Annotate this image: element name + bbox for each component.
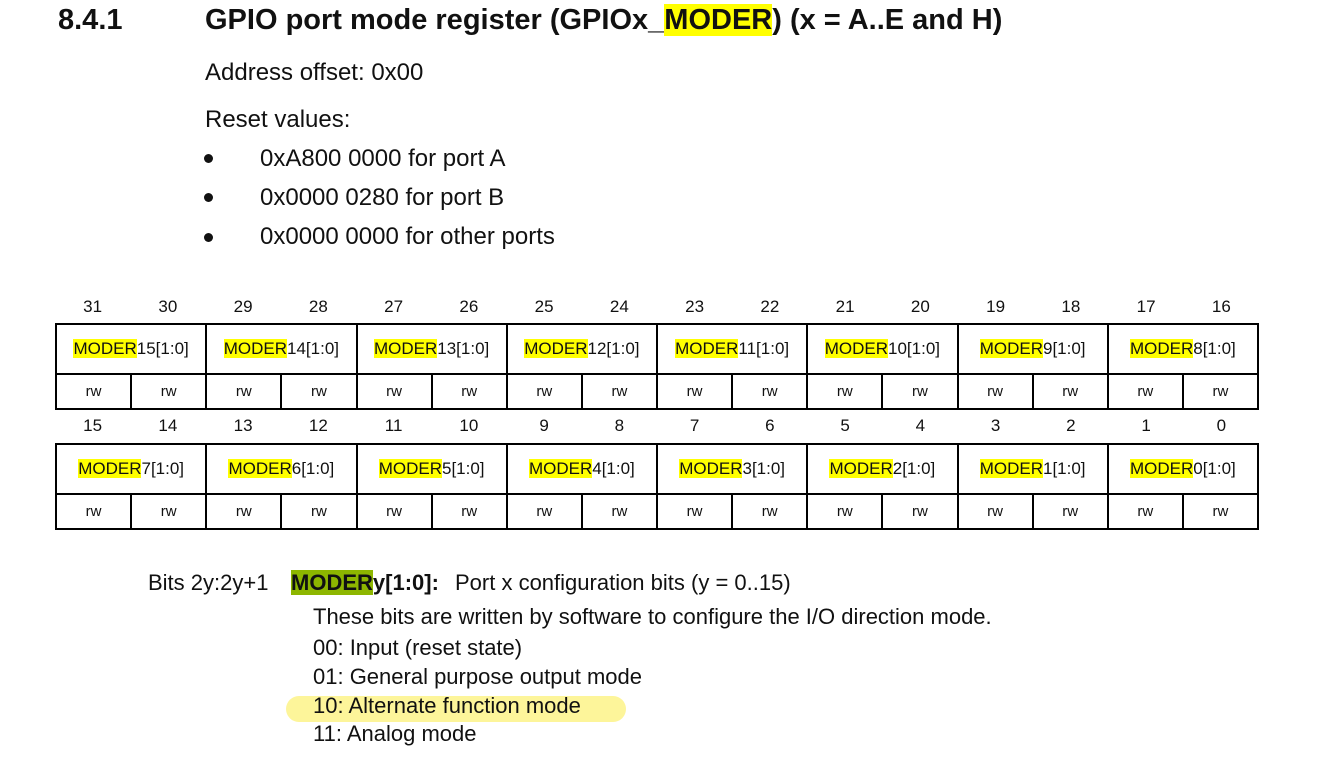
field-name-highlight: MODER — [679, 459, 743, 478]
register-field — [56, 324, 206, 374]
access-cell: rw — [958, 374, 1033, 409]
register-field — [958, 444, 1108, 494]
register-field — [507, 324, 657, 374]
field-name-suffix: 1[1:0] — [1042, 459, 1086, 478]
field-name-suffix: 8[1:0] — [1193, 339, 1236, 358]
field-name-highlight: MODER — [1129, 339, 1194, 358]
register-field — [958, 324, 1108, 374]
access-cell: rw — [357, 374, 432, 409]
register-field — [507, 444, 657, 494]
bit-number: 11 — [384, 416, 403, 435]
field-name-suffix: 0[1:0] — [1193, 459, 1236, 478]
register-field — [657, 444, 807, 494]
bit-number: 19 — [986, 297, 1006, 316]
access-cell: rw — [732, 374, 807, 409]
field-name-suffix: 5[1:0] — [441, 459, 485, 478]
mode-option-input: 00: Input (reset state) — [313, 635, 523, 660]
field-name-suffix: 13[1:0] — [437, 339, 490, 358]
access-cell: rw — [1108, 374, 1183, 409]
bit-number: 1 — [1141, 416, 1151, 435]
access-cell: rw — [582, 494, 657, 529]
access-cell: rw — [1183, 374, 1258, 409]
reset-value-item: 0x0000 0280 for port B — [260, 184, 505, 211]
bit-number: 4 — [915, 416, 926, 435]
field-description: Port x configuration bits (y = 0..15) — [455, 570, 791, 595]
mode-option-analog: 11: Analog mode — [313, 721, 477, 746]
reset-values-label: Reset values: — [205, 106, 351, 133]
bit-number: 20 — [910, 297, 930, 316]
field-name-highlight: MODER — [291, 570, 373, 595]
register-field — [357, 444, 507, 494]
bit-number: 9 — [539, 416, 549, 435]
bullet-icon — [204, 193, 213, 202]
mode-option-output: 01: General purpose output mode — [313, 664, 643, 689]
field-name-highlight: MODER — [829, 459, 893, 478]
bit-number: 27 — [384, 297, 404, 316]
access-cell: rw — [507, 374, 582, 409]
access-cell: rw — [432, 494, 507, 529]
field-name-suffix: 15[1:0] — [136, 339, 189, 358]
access-cell: rw — [357, 494, 432, 529]
access-row — [56, 374, 1258, 409]
register-field — [657, 324, 807, 374]
field-name-label — [291, 568, 439, 598]
section-title-prefix: GPIO port mode register (GPIOx_ — [205, 4, 665, 36]
register-table-upper — [55, 323, 1259, 410]
bit-numbers-upper — [55, 295, 1259, 319]
field-name-highlight: MODER — [73, 339, 137, 358]
field-name-suffix: 14[1:0] — [287, 339, 340, 358]
bit-number: 26 — [459, 297, 479, 316]
access-cell: rw — [582, 374, 657, 409]
field-name-suffix: 12[1:0] — [587, 339, 640, 358]
access-cell: rw — [56, 494, 131, 529]
bit-number: 14 — [158, 416, 178, 435]
bits-range-label: Bits 2y:2y+1 — [148, 570, 269, 595]
bit-numbers-lower — [55, 414, 1259, 438]
description-line: These bits are written by software to configure the I/O direction mode. — [313, 604, 992, 629]
access-cell: rw — [281, 374, 356, 409]
address-offset: Address offset: 0x00 — [205, 59, 424, 86]
field-name-highlight: MODER — [979, 459, 1043, 478]
bit-number: 17 — [1136, 297, 1156, 316]
field-name-suffix: 9[1:0] — [1042, 339, 1086, 358]
access-row — [56, 494, 1258, 529]
reset-value-item: 0x0000 0000 for other ports — [260, 223, 555, 250]
field-name-suffix: 2[1:0] — [892, 459, 936, 478]
field-name-highlight: MODER — [228, 459, 292, 478]
register-field — [206, 444, 356, 494]
access-cell: rw — [1108, 494, 1183, 529]
register-field — [1108, 324, 1258, 374]
bit-number: 13 — [233, 416, 253, 435]
field-name-highlight: MODER — [373, 339, 438, 358]
bit-number: 18 — [1061, 297, 1081, 316]
access-cell: rw — [206, 374, 281, 409]
field-name-highlight: MODER — [223, 339, 288, 358]
bit-number: 31 — [83, 297, 103, 316]
bit-number: 12 — [308, 416, 328, 435]
register-field — [357, 324, 507, 374]
bit-number: 5 — [840, 416, 850, 435]
bit-number: 16 — [1211, 297, 1231, 316]
bit-number: 0 — [1216, 416, 1227, 435]
access-cell: rw — [958, 494, 1033, 529]
bit-number: 8 — [614, 416, 625, 435]
field-name-suffix: 10[1:0] — [888, 339, 941, 358]
bit-number: 23 — [685, 297, 705, 316]
register-field — [206, 324, 356, 374]
bit-number: 15 — [83, 416, 103, 435]
access-cell: rw — [657, 494, 732, 529]
access-cell: rw — [732, 494, 807, 529]
bit-number: 28 — [308, 297, 328, 316]
bit-number: 24 — [609, 297, 629, 316]
field-name-highlight: MODER — [675, 339, 739, 358]
field-name-highlight: MODER — [78, 459, 142, 478]
field-name-suffix: 11[1:0] — [738, 339, 790, 358]
access-cell: rw — [882, 374, 957, 409]
bit-number: 2 — [1066, 416, 1076, 435]
access-cell: rw — [56, 374, 131, 409]
bit-number: 3 — [990, 416, 1001, 435]
access-cell: rw — [131, 494, 206, 529]
field-row — [56, 444, 1258, 494]
field-name-suffix: 3[1:0] — [742, 459, 786, 478]
access-cell: rw — [882, 494, 957, 529]
field-name-suffix: 6[1:0] — [291, 459, 335, 478]
section-number: 8.4.1 — [58, 4, 123, 36]
field-name-highlight: MODER — [979, 339, 1043, 358]
access-cell: rw — [1033, 374, 1108, 409]
access-cell: rw — [131, 374, 206, 409]
field-name-highlight: MODER — [378, 459, 442, 478]
mode-option-alternate: 10: Alternate function mode — [313, 693, 581, 718]
register-field — [807, 444, 957, 494]
access-cell: rw — [206, 494, 281, 529]
register-field — [807, 324, 957, 374]
reset-value-item: 0xA800 0000 for port A — [260, 145, 506, 172]
bit-number: 21 — [835, 297, 855, 316]
register-field — [1108, 444, 1258, 494]
section-title-highlight: MODER — [664, 4, 773, 36]
access-cell: rw — [807, 374, 882, 409]
field-name-suffix: y[1:0]: — [372, 570, 439, 595]
bullet-icon — [204, 154, 213, 163]
field-row — [56, 324, 1258, 374]
section-title — [205, 2, 1002, 38]
access-cell: rw — [657, 374, 732, 409]
section-title-suffix: ) (x = A..E and H) — [772, 4, 1003, 36]
bit-number: 6 — [765, 416, 775, 435]
bit-number: 7 — [689, 416, 700, 435]
bit-number: 25 — [534, 297, 554, 316]
access-cell: rw — [807, 494, 882, 529]
access-cell: rw — [281, 494, 356, 529]
field-name-highlight: MODER — [1129, 459, 1194, 478]
bit-number: 30 — [158, 297, 178, 316]
register-table-lower — [55, 443, 1259, 530]
bit-number: 29 — [233, 297, 253, 316]
field-name-highlight: MODER — [524, 339, 588, 358]
field-name-highlight: MODER — [528, 459, 593, 478]
bit-number: 10 — [459, 416, 479, 435]
bit-number: 22 — [760, 297, 780, 316]
field-name-suffix: 7[1:0] — [141, 459, 185, 478]
bullet-icon — [204, 233, 213, 242]
access-cell: rw — [1183, 494, 1258, 529]
field-name-highlight: MODER — [824, 339, 889, 358]
register-field — [56, 444, 206, 494]
access-cell: rw — [507, 494, 582, 529]
access-cell: rw — [1033, 494, 1108, 529]
field-name-suffix: 4[1:0] — [592, 459, 635, 478]
access-cell: rw — [432, 374, 507, 409]
